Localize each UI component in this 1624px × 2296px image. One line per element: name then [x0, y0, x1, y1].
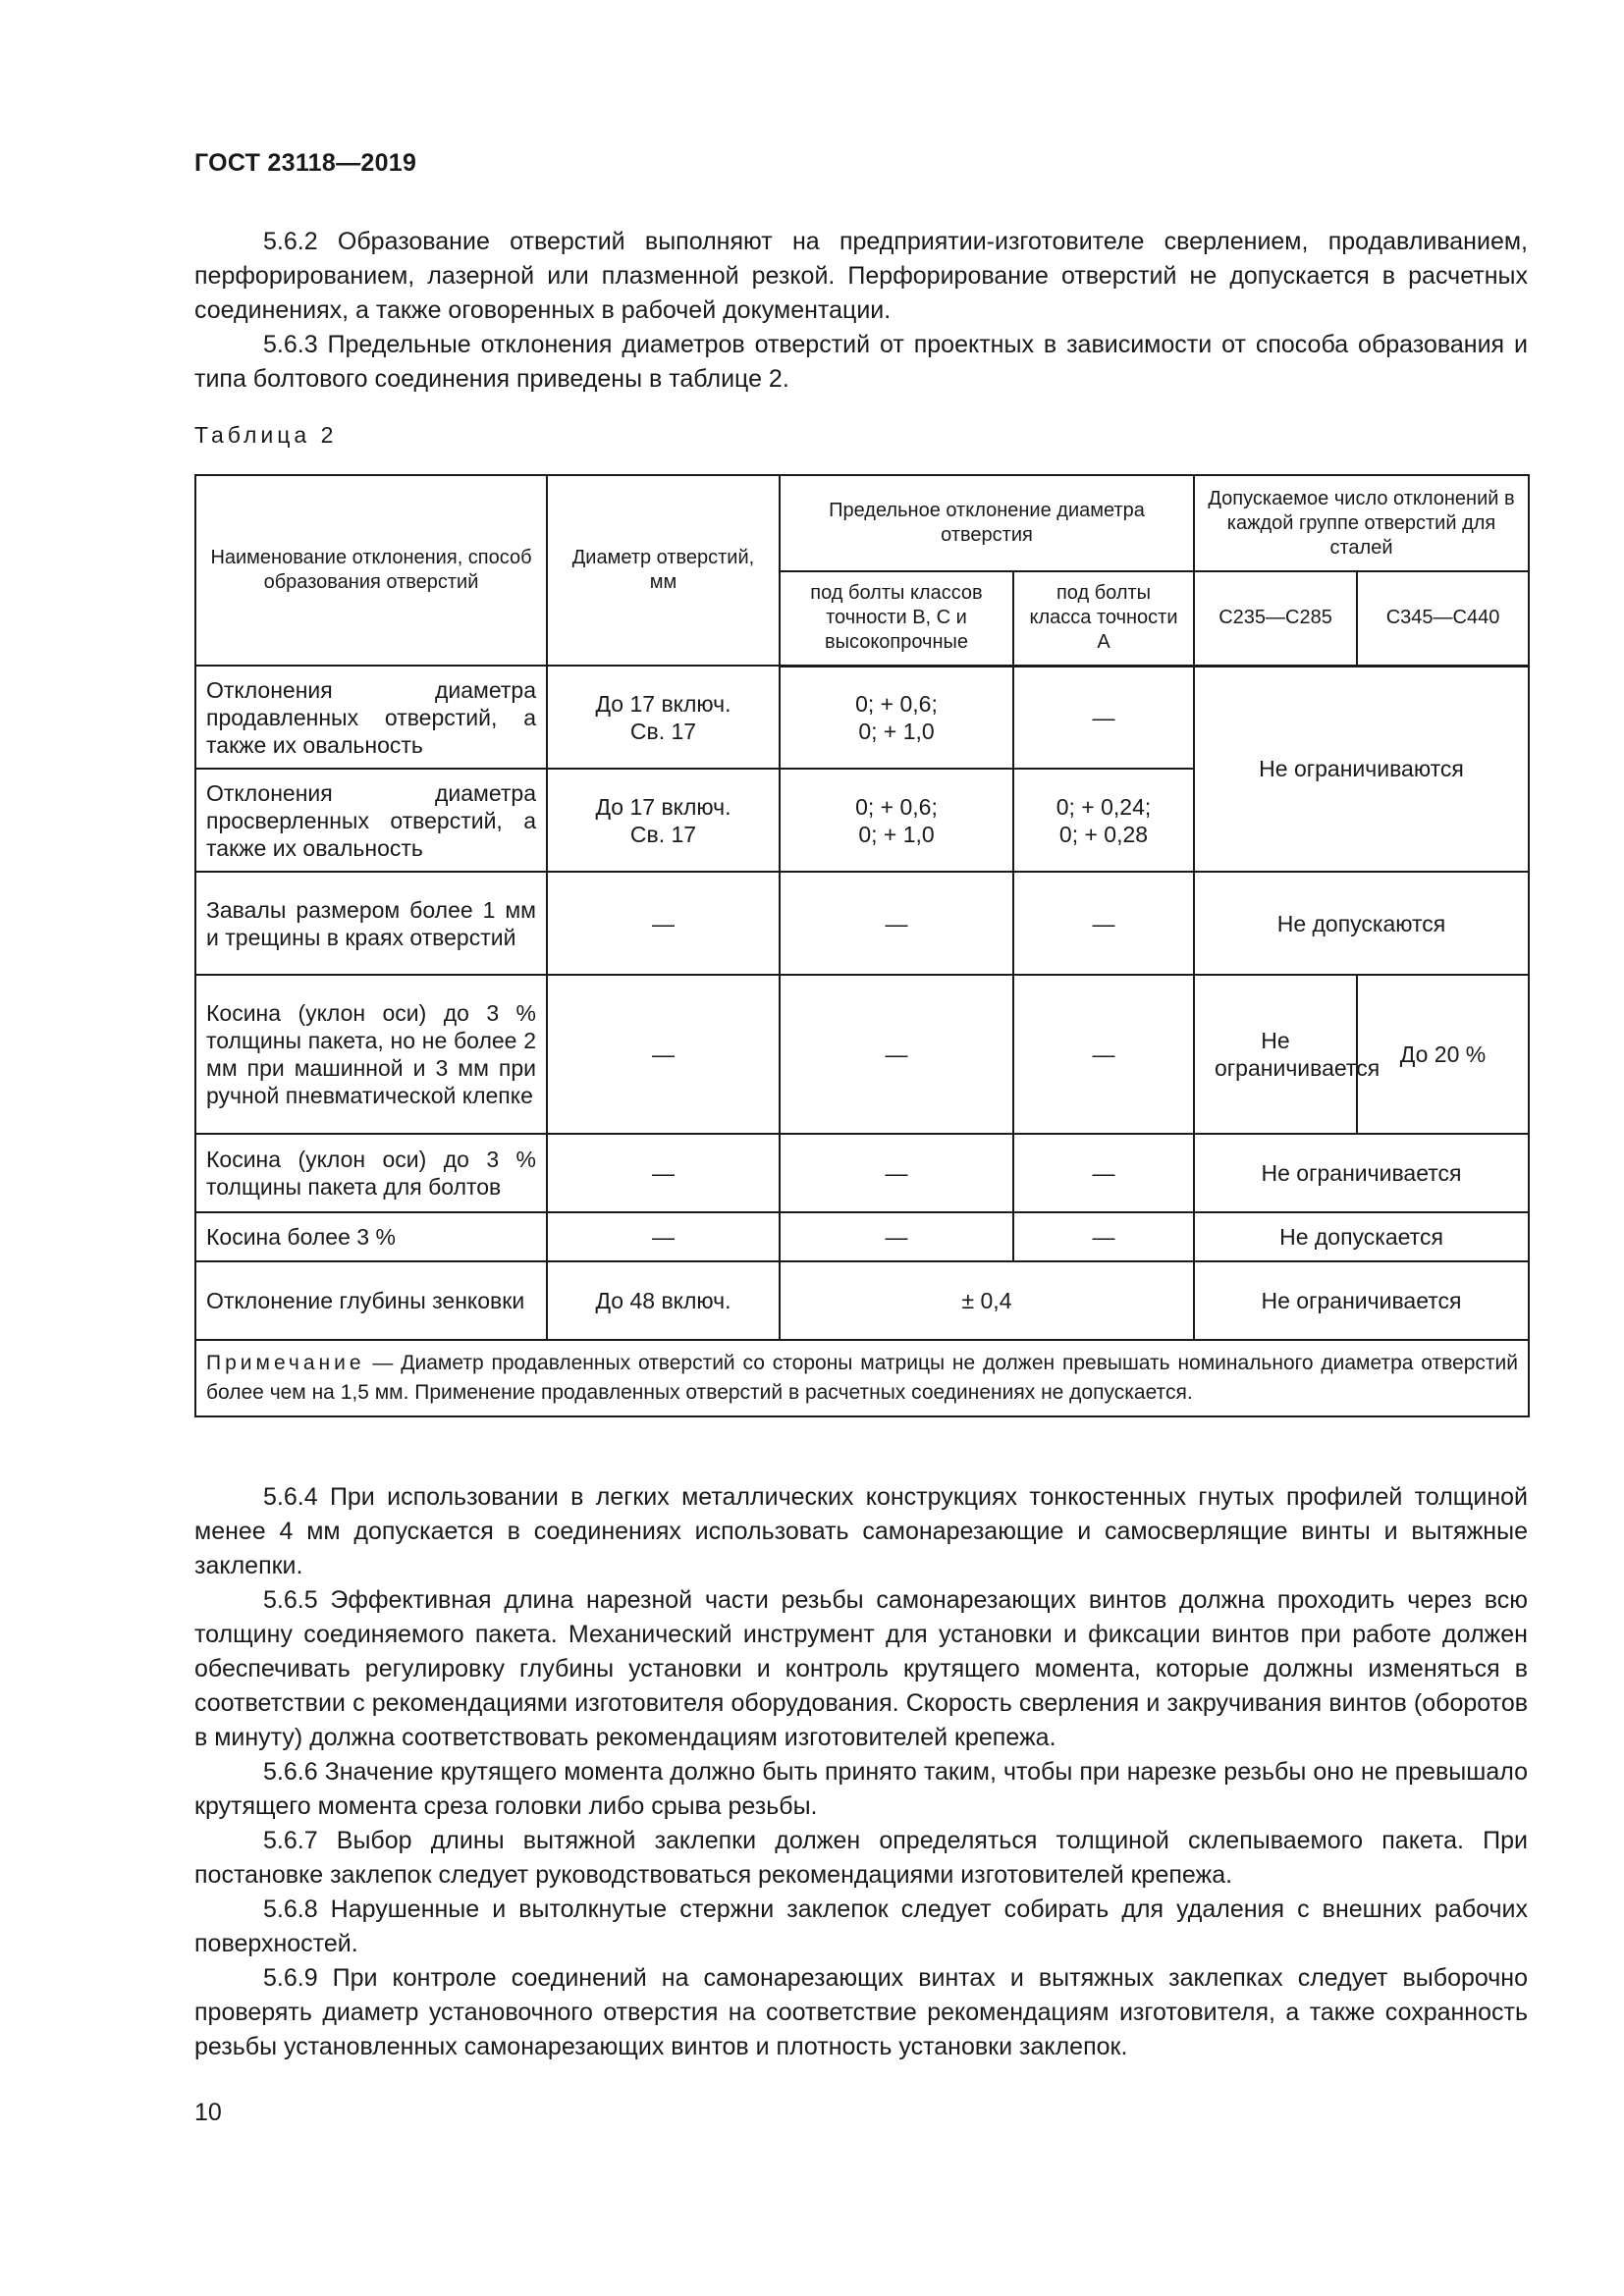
cell-limit-a: 0; + 0,24; 0; + 0,28 [1013, 769, 1194, 872]
cell-steel-1: Не ограничивается [1194, 975, 1357, 1134]
cell-name: Отклонение глубины зенковки [195, 1261, 547, 1340]
paragraph-5-6-3: 5.6.3 Предельные отклонения диаметров отверстий от проектных в зависимости от способа образования и типа болтового соединения приведены в таблице 2. [194, 331, 1528, 393]
table-row [195, 666, 1529, 769]
paragraph-5-6-6: 5.6.6 Значение крутящего момента должно быть принято таким, чтобы при нарезке резьбы оно не превышало крутящего момента среза головки либо срыва резьбы. [194, 1758, 1528, 1820]
cell-count-merged: Не ограничиваются [1194, 666, 1529, 872]
header-steel-2: С345—С440 [1357, 571, 1529, 666]
paragraph-5-6-2: 5.6.2 Образование отверстий выполняют на предприятии-изготовителе сверлением, продавливанием, перфорированием, лазерной или плазменной резкой. Перфорирование отверстий не допускается в расчетных соединениях, а также оговоренных в рабочей документации. [194, 228, 1528, 324]
cell-limit-a: — [1013, 1134, 1194, 1212]
table-caption: Таблица 2 [194, 422, 338, 448]
table-row [195, 872, 1529, 975]
cell-name: Завалы размером более 1 мм и трещины в краях отверстий [195, 872, 547, 975]
table-row [195, 975, 1529, 1134]
table-2 [194, 474, 1530, 1417]
paragraphs-top [194, 225, 1528, 397]
paragraph-5-6-5: 5.6.5 Эффективная длина нарезной части резьбы самонарезающих винтов должна проходить через всю толщину соединяемого пакета. Механический инструмент для установки и фиксации винтов при работе должен обеспечивать регулировку глубины установки и контроль крутящего момента, которые должны изменяться в соответствии с рекомендациями изготовителя оборудования. Скорость сверления и закручивания винтов (оборотов в минуту) должна соответствовать рекомендациям изготовителей крепежа. [194, 1586, 1528, 1751]
cell-name: Косина (уклон оси) до 3 % толщины пакета, но не более 2 мм при машинной и 3 мм при ручной пневматической клепке [195, 975, 547, 1134]
table-note [195, 1340, 1529, 1416]
header-steel-1: С235—С285 [1194, 571, 1357, 666]
cell-steel-2: До 20 % [1357, 975, 1529, 1134]
header-limit-bc: под болты классов точности В, С и высокопрочные [780, 571, 1013, 666]
cell-limit-bc: — [780, 872, 1013, 975]
note-text: — Диаметр продавленных отверстий со стороны матрицы не должен превышать номинального диаметра отверстий более чем на 1,5 мм. Применение продавленных отверстий в расчетных соединениях не допускается. [206, 1352, 1518, 1404]
paragraphs-bottom [194, 1480, 1528, 2064]
table-row [195, 1134, 1529, 1212]
cell-diameter: До 48 включ. [547, 1261, 780, 1340]
cell-limit-a: — [1013, 666, 1194, 769]
cell-limit-bc: 0; + 0,6; 0; + 1,0 [780, 666, 1013, 769]
cell-name: Косина (уклон оси) до 3 % толщины пакета для болтов [195, 1134, 547, 1212]
cell-diameter: До 17 включ. Св. 17 [547, 769, 780, 872]
table-row [195, 1261, 1529, 1340]
cell-count: Не ограничивается [1194, 1134, 1529, 1212]
cell-limit-a: — [1013, 1212, 1194, 1261]
cell-diameter: — [547, 872, 780, 975]
cell-limit-a: — [1013, 872, 1194, 975]
page-number: 10 [194, 2099, 222, 2126]
cell-name: Косина более 3 % [195, 1212, 547, 1261]
cell-count: Не допускается [1194, 1212, 1529, 1261]
cell-diameter: — [547, 975, 780, 1134]
paragraph-5-6-4: 5.6.4 При использовании в легких металлических конструкциях тонкостенных гнутых профилей толщиной менее 4 мм допускается в соединениях использовать самонарезающие и самосверлящие винты и вытяжные заклепки. [194, 1483, 1528, 1579]
table-note-row [195, 1340, 1529, 1416]
cell-name: Отклонения диаметра просверленных отверстий, а также их овальность [195, 769, 547, 872]
paragraph-5-6-9: 5.6.9 При контроле соединений на самонарезающих винтах и вытяжных заклепках следует выборочно проверять диаметр установочного отверстия на соответствие рекомендациям изготовителя, а также сохранность резьбы установленных самонарезающих винтов и плотность установки заклепок. [194, 1964, 1528, 2060]
cell-limit-bc: — [780, 975, 1013, 1134]
cell-limit-bc: 0; + 0,6; 0; + 1,0 [780, 769, 1013, 872]
paragraph-5-6-7: 5.6.7 Выбор длины вытяжной заклепки должен определяться толщиной склепываемого пакета. При постановке заклепок следует руководствоваться рекомендациями изготовителей крепежа. [194, 1827, 1528, 1889]
cell-name: Отклонения диаметра продавленных отверстий, а также их овальность [195, 666, 547, 769]
cell-count: Не ограничивается [1194, 1261, 1529, 1340]
header-limit-group: Предельное отклонение диаметра отверстия [780, 475, 1194, 571]
cell-limit-a: — [1013, 975, 1194, 1134]
cell-diameter: — [547, 1212, 780, 1261]
table-row [195, 1212, 1529, 1261]
paragraph-5-6-8: 5.6.8 Нарушенные и вытолкнутые стержни заклепок следует собирать для удаления с внешних рабочих поверхностей. [194, 1896, 1528, 1957]
cell-diameter: До 17 включ. Св. 17 [547, 666, 780, 769]
note-label: Примечание [206, 1352, 365, 1374]
document-header: ГОСТ 23118—2019 [194, 149, 417, 177]
header-limit-a: под болты класса точности А [1013, 571, 1194, 666]
cell-limit-bc: — [780, 1212, 1013, 1261]
header-count-group: Допускаемое число отклонений в каждой группе отверстий для сталей [1194, 475, 1529, 571]
cell-limit-bc: — [780, 1134, 1013, 1212]
cell-diameter: — [547, 1134, 780, 1212]
cell-limit-merged: ± 0,4 [780, 1261, 1194, 1340]
header-name: Наименование отклонения, способ образования отверстий [195, 475, 547, 666]
cell-count: Не допускаются [1194, 872, 1529, 975]
header-diameter: Диаметр отверстий, мм [547, 475, 780, 666]
